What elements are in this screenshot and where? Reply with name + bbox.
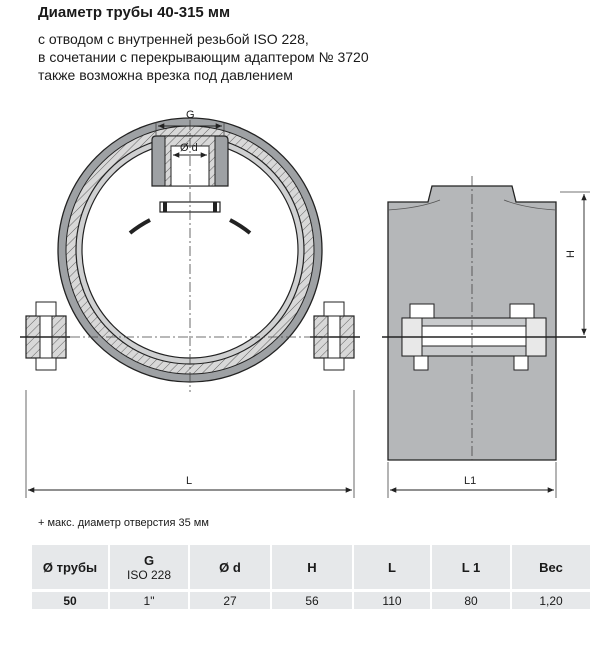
label-d: Ø d — [180, 142, 198, 154]
spec-table — [32, 545, 592, 609]
col-header-L: L — [353, 545, 431, 591]
label-G: G — [186, 109, 195, 121]
col-header-pipe-diameter: Ø трубы — [32, 545, 109, 591]
col-header-L1: L 1 — [431, 545, 511, 591]
col-header-thread: G ISO 228 — [109, 545, 189, 591]
page-title: Диаметр трубы 40-315 мм — [38, 4, 231, 21]
cell-thread: 1" — [109, 591, 189, 610]
col-header-bore: Ø d — [189, 545, 271, 591]
front-view — [20, 118, 360, 498]
col-header-weight: Вес — [511, 545, 591, 591]
label-L1: L1 — [464, 475, 477, 487]
cell-pipe-diameter: 50 — [32, 591, 109, 610]
cell-H: 56 — [271, 591, 353, 610]
cell-weight: 1,20 — [511, 591, 591, 610]
table-row — [32, 591, 591, 610]
description-line-3: также возможна врезка под давлением — [38, 67, 293, 83]
footnote: + макс. диаметр отверстия 35 мм — [38, 517, 209, 529]
side-view — [382, 176, 590, 498]
col-header-H: H — [271, 545, 353, 591]
description-line-1: с отводом с внутренней резьбой ISO 228, — [38, 31, 309, 47]
table-header-row — [32, 545, 591, 591]
cell-bore: 27 — [189, 591, 271, 610]
label-H: H — [565, 250, 577, 258]
cell-L1: 80 — [431, 591, 511, 610]
cell-L: 110 — [353, 591, 431, 610]
label-L: L — [186, 475, 193, 487]
technical-drawing — [0, 100, 612, 500]
description-line-2: в сочетании с перекрывающим адаптером № 3720 — [38, 49, 369, 65]
